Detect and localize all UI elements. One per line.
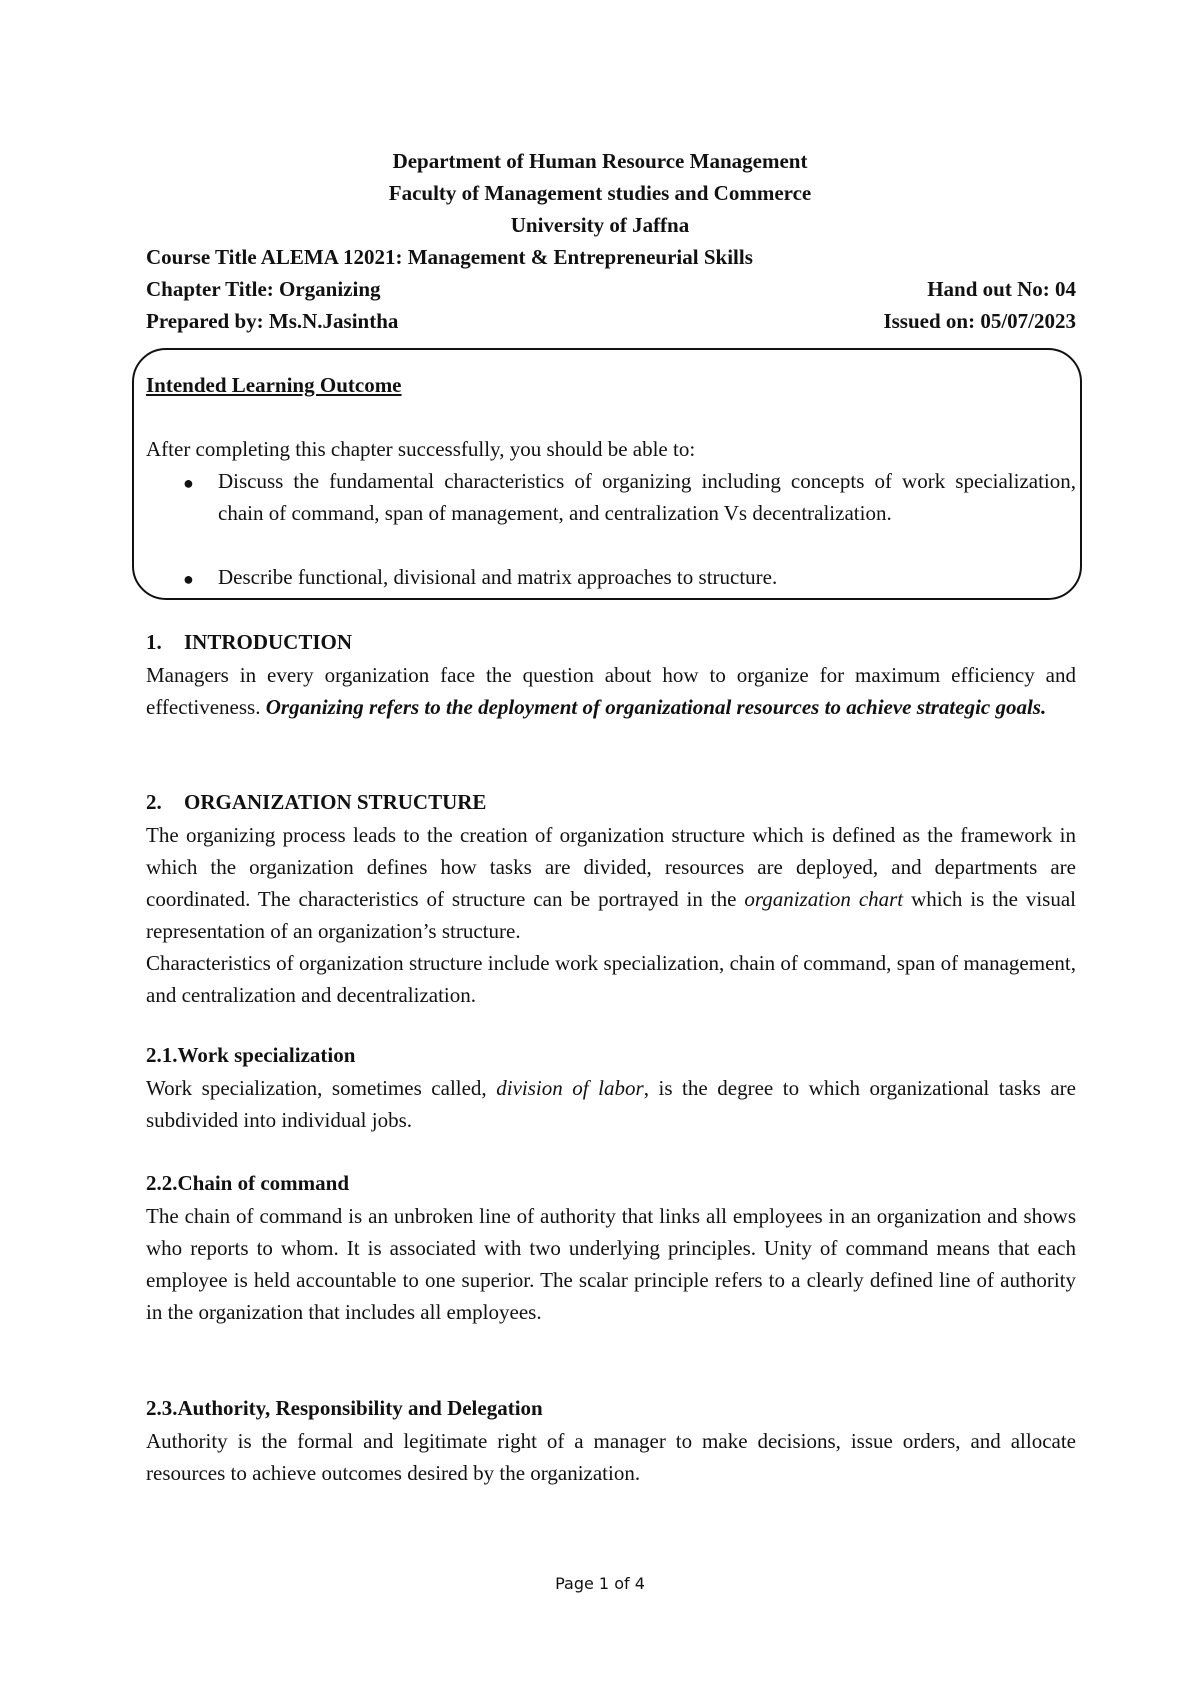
authority-paragraph: Authority is the formal and legitimate right of a manager to make decisions, issue orders, and allocate resources to achieve outcomes desired by the organization.: [146, 1429, 1076, 1485]
course-title: Course Title ALEMA 12021: Management & Entrepreneurial Skills: [146, 245, 753, 269]
learning-outcome-item: Describe functional, divisional and matrix approaches to structure.: [218, 565, 778, 589]
section-heading-authority: 2.3.Authority, Responsibility and Delegation: [146, 1396, 543, 1420]
chapter-title: Chapter Title: Organizing: [146, 277, 381, 301]
section-heading-chain-of-command: 2.2.Chain of command: [146, 1171, 350, 1195]
division-of-labor-term: division of labor: [496, 1076, 644, 1100]
learning-outcome-item: Discuss the fundamental characteristics of organizing including concepts of work specialization, chain of command, span of management, and centralization Vs decentralization.: [218, 469, 1076, 525]
bullet-icon: ●: [183, 569, 194, 589]
section-number: 1.: [146, 630, 162, 654]
learning-outcome-intro: After completing this chapter successfully, you should be able to:: [146, 437, 696, 461]
section-title: ORGANIZATION STRUCTURE: [184, 790, 487, 814]
university-name: University of Jaffna: [510, 213, 690, 237]
structure-text: The organizing process leads to the creation of organization structure which is defined as the framework in which the organization defines how tasks are divided, resources are deployed, and departments are coordinated. The characteristics of structure can be portrayed in the: [146, 823, 1076, 911]
structure-paragraph: [146, 819, 1076, 947]
introduction-paragraph: [146, 659, 1076, 723]
faculty-name: Faculty of Management studies and Commerce: [388, 181, 812, 205]
section-heading-work-specialization: 2.1.Work specialization: [146, 1043, 356, 1067]
bullet-icon: ●: [183, 473, 194, 493]
issued-on: Issued on: 05/07/2023: [883, 309, 1076, 333]
section-heading-structure: [146, 790, 486, 815]
section-heading-introduction: [146, 630, 352, 655]
section-title: INTRODUCTION: [184, 630, 353, 654]
handout-number: Hand out No: 04: [927, 277, 1076, 301]
department-name: Department of Human Resource Management: [392, 149, 808, 173]
page-number: Page 1 of 4: [555, 1574, 645, 1593]
chapter-line: [146, 277, 1076, 302]
work-spec-text: Work specialization, sometimes called,: [146, 1076, 497, 1100]
work-spec-text: , is the degree to which organizational tasks are subdivided into individual jobs.: [146, 1076, 1076, 1132]
characteristics-paragraph: Characteristics of organization structure include work specialization, chain of command, span of management, and centralization and decentralization.: [146, 951, 1076, 1007]
work-specialization-paragraph: [146, 1072, 1076, 1136]
organizing-definition: Organizing refers to the deployment of organizational resources to achieve strategic goals.: [265, 695, 1047, 719]
learning-outcome-title: Intended Learning Outcome: [146, 373, 402, 397]
organization-chart-term: organization chart: [744, 887, 904, 911]
prepared-by: Prepared by: Ms.N.Jasintha: [146, 309, 399, 333]
prepared-line: [146, 309, 1076, 334]
section-number: 2.: [146, 790, 162, 814]
chain-of-command-paragraph: The chain of command is an unbroken line of authority that links all employees in an organization and shows who reports to whom. It is associated with two underlying principles. Unity of command means that each employee is held accountable to one superior. The scalar principle refers to a clearly defined line of authority in the organization that includes all employees.: [146, 1204, 1076, 1324]
structure-text: which is the visual representation of an organization’s structure.: [146, 887, 1076, 943]
introduction-text: Managers in every organization face the question about how to organize for maximum efficiency and effectiveness.: [146, 663, 1076, 719]
